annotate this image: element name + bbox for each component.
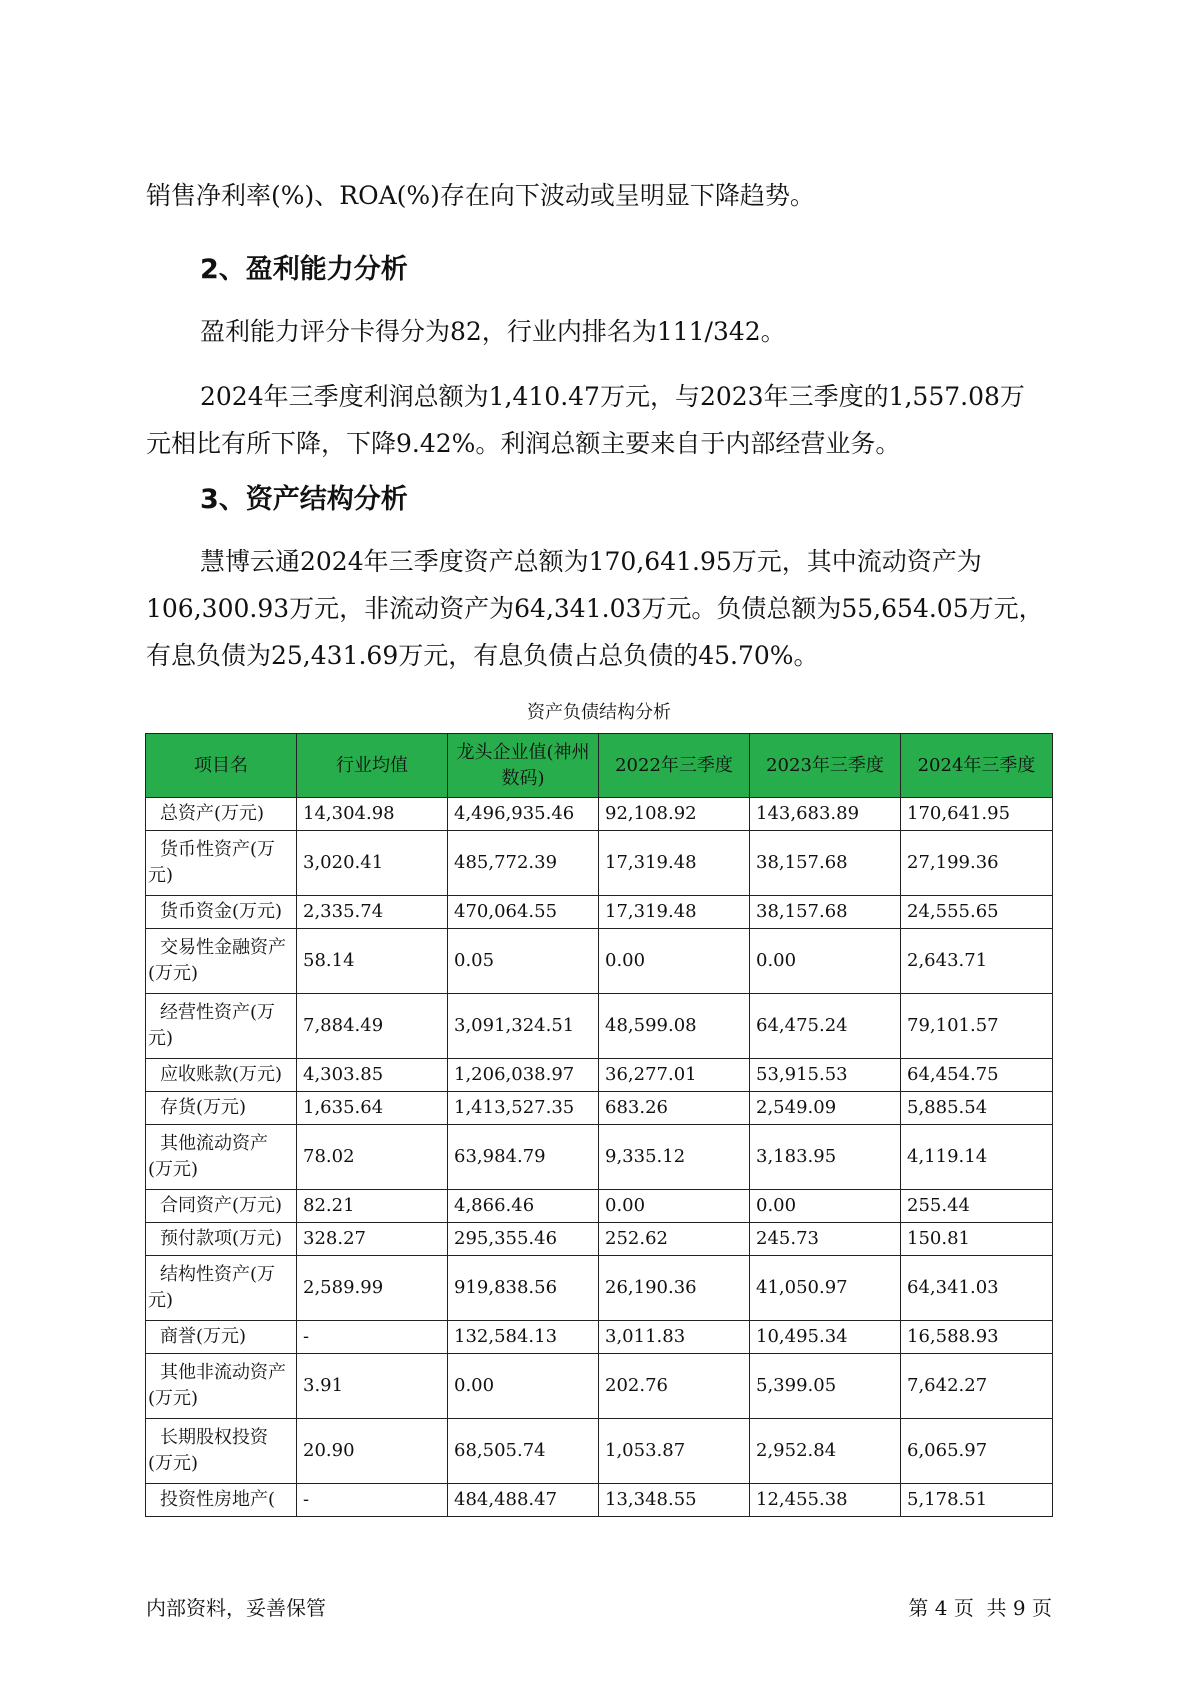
row-label: 其他非流动资产(万元) [146,1354,297,1419]
header-cell: 行业均值 [297,734,448,798]
table-cell: 683.26 [599,1092,750,1125]
table-cell: 41,050.97 [750,1256,901,1321]
table-cell: 170,641.95 [901,798,1053,831]
table-cell: 3,183.95 [750,1125,901,1190]
table-row [146,1092,1053,1125]
table-cell: 64,454.75 [901,1059,1053,1092]
table-row [146,1190,1053,1223]
row-label: 合同资产(万元) [146,1190,297,1223]
table-cell: 470,064.55 [448,896,599,929]
table-cell: 245.73 [750,1223,901,1256]
row-label: 货币资金(万元) [146,896,297,929]
table-cell: 4,496,935.46 [448,798,599,831]
table-cell: 58.14 [297,929,448,994]
table-cell: 5,178.51 [901,1484,1053,1517]
table-cell: 36,277.01 [599,1059,750,1092]
row-label: 存货(万元) [146,1092,297,1125]
table-cell: 92,108.92 [599,798,750,831]
table-cell: 63,984.79 [448,1125,599,1190]
table-cell: 0.05 [448,929,599,994]
table-cell: 5,399.05 [750,1354,901,1419]
table-cell: 252.62 [599,1223,750,1256]
table-cell: 1,206,038.97 [448,1059,599,1092]
asset-liability-table [145,733,1053,1517]
table-row [146,1484,1053,1517]
table-cell: 53,915.53 [750,1059,901,1092]
table-cell: 919,838.56 [448,1256,599,1321]
row-label: 结构性资产(万元) [146,1256,297,1321]
table-cell: 2,643.71 [901,929,1053,994]
row-label: 交易性金融资产(万元) [146,929,297,994]
table-cell: 0.00 [750,1190,901,1223]
header-cell: 2024年三季度 [901,734,1053,798]
row-label: 总资产(万元) [146,798,297,831]
table-cell: 79,101.57 [901,994,1053,1059]
table-cell: - [297,1321,448,1354]
table-cell: 5,885.54 [901,1092,1053,1125]
table-cell: 27,199.36 [901,831,1053,896]
table-cell: 4,119.14 [901,1125,1053,1190]
heading-profitability: 2、盈利能力分析 [200,254,408,285]
table-row [146,798,1053,831]
table-cell: 202.76 [599,1354,750,1419]
table-cell: 485,772.39 [448,831,599,896]
header-cell: 2022年三季度 [599,734,750,798]
row-label: 投资性房地产( [146,1484,297,1517]
table-row [146,1125,1053,1190]
table-cell: 38,157.68 [750,896,901,929]
table-header-row [146,734,1053,798]
table-cell: 132,584.13 [448,1321,599,1354]
table-cell: 24,555.65 [901,896,1053,929]
table-cell: 78.02 [297,1125,448,1190]
row-label: 应收账款(万元) [146,1059,297,1092]
heading-asset-structure: 3、资产结构分析 [200,484,408,515]
row-label: 长期股权投资(万元) [146,1419,297,1484]
table-cell: 255.44 [901,1190,1053,1223]
table-row [146,994,1053,1059]
table-cell: 7,884.49 [297,994,448,1059]
footer-page-number: 第 4 页 共 9 页 [908,1596,1052,1620]
table-cell: 17,319.48 [599,831,750,896]
table-cell: 150.81 [901,1223,1053,1256]
table-cell: 13,348.55 [599,1484,750,1517]
table-row [146,929,1053,994]
table-row [146,1256,1053,1321]
table-cell: 3,091,324.51 [448,994,599,1059]
table-cell: 16,588.93 [901,1321,1053,1354]
table-cell: 0.00 [448,1354,599,1419]
footer-confidential-note: 内部资料，妥善保管 [146,1596,326,1620]
table-cell: 9,335.12 [599,1125,750,1190]
table-cell: 1,053.87 [599,1419,750,1484]
row-label: 预付款项(万元) [146,1223,297,1256]
table-cell: 6,065.97 [901,1419,1053,1484]
table-cell: 2,549.09 [750,1092,901,1125]
table-cell: 4,866.46 [448,1190,599,1223]
table-cell: 295,355.46 [448,1223,599,1256]
table-caption: 资产负债结构分析 [527,702,671,723]
header-cell: 龙头企业值(神州数码) [448,734,599,798]
row-label: 商誉(万元) [146,1321,297,1354]
table-cell: 4,303.85 [297,1059,448,1092]
table-cell: 7,642.27 [901,1354,1053,1419]
table-cell: 17,319.48 [599,896,750,929]
header-cell: 2023年三季度 [750,734,901,798]
table-row [146,1223,1053,1256]
table-cell: 1,413,527.35 [448,1092,599,1125]
row-label: 经营性资产(万元) [146,994,297,1059]
table-cell: 14,304.98 [297,798,448,831]
table-cell: 0.00 [750,929,901,994]
table-row [146,896,1053,929]
table-cell: 64,341.03 [901,1256,1053,1321]
table-row [146,1059,1053,1092]
table-cell: 2,952.84 [750,1419,901,1484]
table-cell: 38,157.68 [750,831,901,896]
table-cell: 64,475.24 [750,994,901,1059]
paragraph-profit-total: 2024年三季度利润总额为1,410.47万元，与2023年三季度的1,557.08万元相比有所下降，下降9.42%。利润总额主要来自于内部经营业务。 [146,382,1025,458]
table-cell: 68,505.74 [448,1419,599,1484]
table-cell: 48,599.08 [599,994,750,1059]
row-label: 其他流动资产(万元) [146,1125,297,1190]
table-cell: 82.21 [297,1190,448,1223]
table-cell: 3.91 [297,1354,448,1419]
table-cell: 0.00 [599,1190,750,1223]
table-cell: - [297,1484,448,1517]
table-cell: 12,455.38 [750,1484,901,1517]
table-row [146,1354,1053,1419]
row-label: 货币性资产(万元) [146,831,297,896]
table-cell: 10,495.34 [750,1321,901,1354]
table-cell: 3,011.83 [599,1321,750,1354]
paragraph-ratio-trend: 销售净利率(%)、ROA(%)存在向下波动或呈明显下降趋势。 [146,181,815,210]
table-cell: 328.27 [297,1223,448,1256]
paragraph-asset-structure: 慧博云通2024年三季度资产总额为170,641.95万元，其中流动资产为106,300.93万元，非流动资产为64,341.03万元。负债总额为55,654.05万元，有息负债为25,431.69万元，有息负债占总负债的45.70%。 [146,547,1044,670]
table-cell: 143,683.89 [750,798,901,831]
table-row [146,1321,1053,1354]
header-cell: 项目名 [146,734,297,798]
table-cell: 3,020.41 [297,831,448,896]
table-cell: 484,488.47 [448,1484,599,1517]
table-cell: 1,635.64 [297,1092,448,1125]
table-row [146,1419,1053,1484]
table-cell: 2,335.74 [297,896,448,929]
table-cell: 20.90 [297,1419,448,1484]
paragraph-profitability-score: 盈利能力评分卡得分为82，行业内排名为111/342。 [200,317,786,346]
table-cell: 26,190.36 [599,1256,750,1321]
table-cell: 2,589.99 [297,1256,448,1321]
table-cell: 0.00 [599,929,750,994]
table-row [146,831,1053,896]
